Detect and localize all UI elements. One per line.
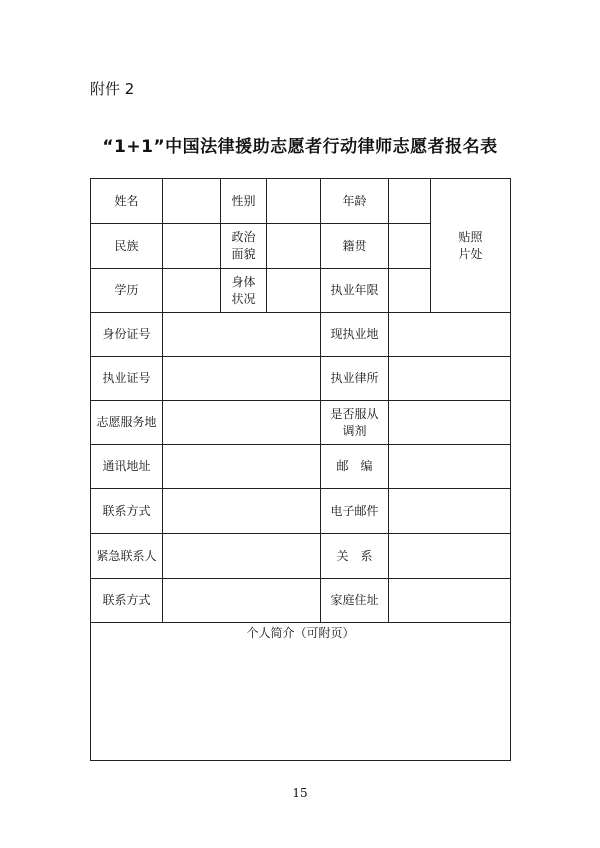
- personal-intro-field[interactable]: [91, 623, 511, 761]
- license-number-label: 执业证号: [91, 357, 163, 401]
- practice-years-label: 执业年限: [321, 269, 389, 313]
- contact-field[interactable]: [163, 489, 321, 534]
- emergency-contact-method-field[interactable]: [163, 579, 321, 623]
- native-place-field[interactable]: [389, 224, 431, 269]
- personal-intro-label: 个人简介（可附页）: [246, 626, 355, 640]
- health-field[interactable]: [267, 269, 321, 313]
- education-label: 学历: [91, 269, 163, 313]
- ethnicity-label: 民族: [91, 224, 163, 269]
- age-label: 年龄: [321, 179, 389, 224]
- emergency-contact-field[interactable]: [163, 534, 321, 579]
- photo-placeholder[interactable]: 贴照 片处: [431, 179, 511, 313]
- political-status-field[interactable]: [267, 224, 321, 269]
- health-label: 身体 状况: [221, 269, 267, 313]
- service-place-field[interactable]: [163, 401, 321, 445]
- postcode-label: 邮 编: [321, 445, 389, 489]
- contact-label: 联系方式: [91, 489, 163, 534]
- form-title: “1+1”中国法律援助志愿者行动律师志愿者报名表: [102, 137, 498, 157]
- practice-place-field[interactable]: [389, 313, 511, 357]
- id-number-label: 身份证号: [91, 313, 163, 357]
- license-number-field[interactable]: [163, 357, 321, 401]
- emergency-contact-method-label: 联系方式: [91, 579, 163, 623]
- page-number: 15: [292, 786, 308, 800]
- relation-label: 关 系: [321, 534, 389, 579]
- practice-years-field[interactable]: [389, 269, 431, 313]
- practice-place-label: 现执业地: [321, 313, 389, 357]
- native-place-label: 籍贯: [321, 224, 389, 269]
- service-place-label: 志愿服务地: [91, 401, 163, 445]
- gender-field[interactable]: [267, 179, 321, 224]
- home-address-field[interactable]: [389, 579, 511, 623]
- email-label: 电子邮件: [321, 489, 389, 534]
- ethnicity-field[interactable]: [163, 224, 221, 269]
- gender-label: 性别: [221, 179, 267, 224]
- postcode-field[interactable]: [389, 445, 511, 489]
- attachment-label: 附件 2: [90, 80, 135, 98]
- relation-field[interactable]: [389, 534, 511, 579]
- name-field[interactable]: [163, 179, 221, 224]
- emergency-contact-label: 紧急联系人: [91, 534, 163, 579]
- name-label: 姓名: [91, 179, 163, 224]
- obey-assignment-field[interactable]: [389, 401, 511, 445]
- education-field[interactable]: [163, 269, 221, 313]
- address-field[interactable]: [163, 445, 321, 489]
- age-field[interactable]: [389, 179, 431, 224]
- law-firm-label: 执业律所: [321, 357, 389, 401]
- obey-assignment-label: 是否服从 调剂: [321, 401, 389, 445]
- id-number-field[interactable]: [163, 313, 321, 357]
- registration-form-table: [90, 178, 511, 761]
- address-label: 通讯地址: [91, 445, 163, 489]
- email-field[interactable]: [389, 489, 511, 534]
- law-firm-field[interactable]: [389, 357, 511, 401]
- political-status-label: 政治 面貌: [221, 224, 267, 269]
- home-address-label: 家庭住址: [321, 579, 389, 623]
